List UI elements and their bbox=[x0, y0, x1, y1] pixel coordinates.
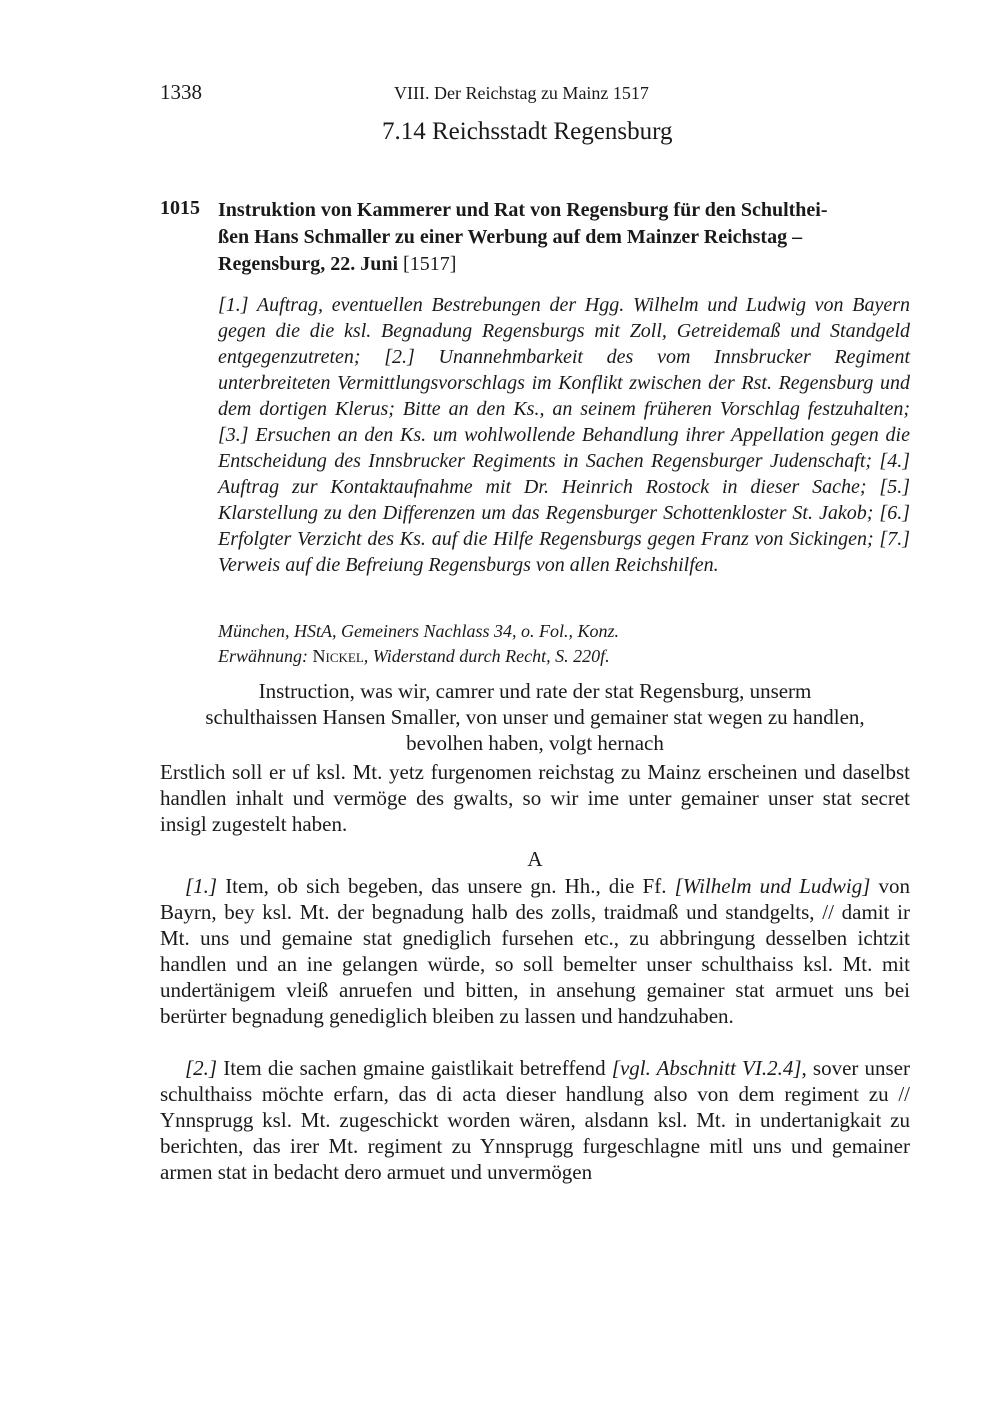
paragraph-1-text-b: von Bayrn, bey ksl. Mt. der begnadung halb des zolls, traidmaß und standgelts, // damit ir Mt. uns und gemaine stat gnediglich fursehen etc., zu abbringung desselben ichtzit handlen und an ine gelangen würde, so soll bemelter unser schulthaiss ksl. Mt. mit undertänigem vleiß anruefen und bitten, in ansehung gemainer stat armuet uns bei berürter begnadung genediglich bleiben zu lassen und handzuhaben. bbox=[160, 874, 911, 1028]
paragraph-1-text-a: Item, ob sich begeben, das unsere gn. Hh., die Ff. bbox=[217, 874, 675, 898]
instruction-heading bbox=[160, 678, 910, 756]
instruction-heading-line-3: bevolhen haben, volgt hernach bbox=[406, 731, 664, 755]
page-number: 1338 bbox=[160, 80, 202, 104]
title-line-2: ßen Hans Schmaller zu einer Werbung auf dem Mainzer Reichstag – bbox=[218, 226, 803, 248]
paragraph-2-text-b: , sover unser schulthaiss möchte erfarn, das di acta dieser handlung also von dem regiment zu // Ynnsprugg ksl. Mt. zugeschickt worden wären, alsdann ksl. Mt. in undertanigkait zu berichten, das irer Mt. regiment zu Ynnsprugg furgeschlagne mitl uns und gemainer armen stat in bedacht dero armuet und unvermögen bbox=[160, 1056, 910, 1184]
paragraph-2-text-a: Item die sachen gmaine gaistlikait betreffend bbox=[217, 1056, 612, 1080]
paragraph-2-editorial-note: [vgl. Abschnitt VI.2.4] bbox=[611, 1056, 802, 1080]
instruction-heading-line-2: schulthaissen Hansen Smaller, von unser und gemainer stat wegen zu handlen, bbox=[205, 705, 865, 729]
intro-paragraph: Erstlich soll er uf ksl. Mt. yetz furgenomen reichstag zu Mainz erscheinen und daselbst handlen inhalt und vermöge des gwalts, so wir ime unter gemainer unser stat secret insigl zugestelt haben. bbox=[160, 760, 910, 836]
title-line-3 bbox=[218, 251, 910, 278]
section-marker: A bbox=[527, 847, 543, 871]
mention-author: Nickel bbox=[312, 646, 364, 666]
title-year-bracket: [1517] bbox=[403, 253, 457, 275]
instruction-heading-line-1: Instruction, was wir, camrer und rate der stat Regensburg, unserm bbox=[258, 679, 812, 703]
paragraph-1 bbox=[160, 873, 910, 1029]
section-title: 7.14 Reichsstadt Regensburg bbox=[382, 118, 673, 145]
mention-label: Erwähnung: bbox=[218, 646, 308, 666]
mention-reference bbox=[218, 644, 910, 668]
paragraph-1-number: [1.] bbox=[185, 874, 218, 898]
document-title bbox=[218, 197, 910, 278]
title-line-1: Instruktion von Kammerer und Rat von Regensburg für den Schulthei- bbox=[218, 199, 828, 221]
archive-source: München, HStA, Gemeiners Nachlass 34, o. Fol., Konz. bbox=[218, 621, 619, 641]
paragraph-1-editorial-note: [Wilhelm und Ludwig] bbox=[674, 874, 871, 898]
running-head: VIII. Der Reichstag zu Mainz 1517 bbox=[394, 83, 649, 103]
title-date: Regensburg, 22. Juni bbox=[218, 253, 404, 275]
paragraph-2 bbox=[160, 1055, 910, 1185]
mention-rest: , Widerstand durch Recht, S. 220f. bbox=[363, 646, 610, 666]
document-summary: [1.] Auftrag, eventuellen Bestrebungen der Hgg. Wilhelm und Ludwig von Bayern gegen die die ksl. Begnadung Regensburgs mit Zoll, Getreidemaß und Standgeld entgegenzutreten; [2.] Unannehmbarkeit des vom Innsbrucker Regiment unterbreiteten Vermittlungsvorschlags im Konflikt zwischen der Rst. Regensburg und dem dortigen Klerus; Bitte an den Ks., an seinem früheren Vorschlag festzuhalten; [3.] Ersuchen an den Ks. um wohlwollende Behandlung ihrer Appellation gegen die Entscheidung des Innsbrucker Regiments in Sachen Regensburger Judenschaft; [4.] Auftrag zur Kontaktaufnahme mit Dr. Heinrich Rostock in dieser Sache; [5.] Klarstellung zu den Differenzen um das Regensburger Schottenkloster St. Jakob; [6.] Erfolgter Verzicht des Ks. auf die Hilfe Regensburgs gegen Franz von Sickingen; [7.] Verweis auf die Befreiung Regensburgs von allen Reichshilfen. bbox=[218, 294, 910, 576]
document-number: 1015 bbox=[160, 197, 200, 219]
paragraph-2-number: [2.] bbox=[185, 1056, 218, 1080]
